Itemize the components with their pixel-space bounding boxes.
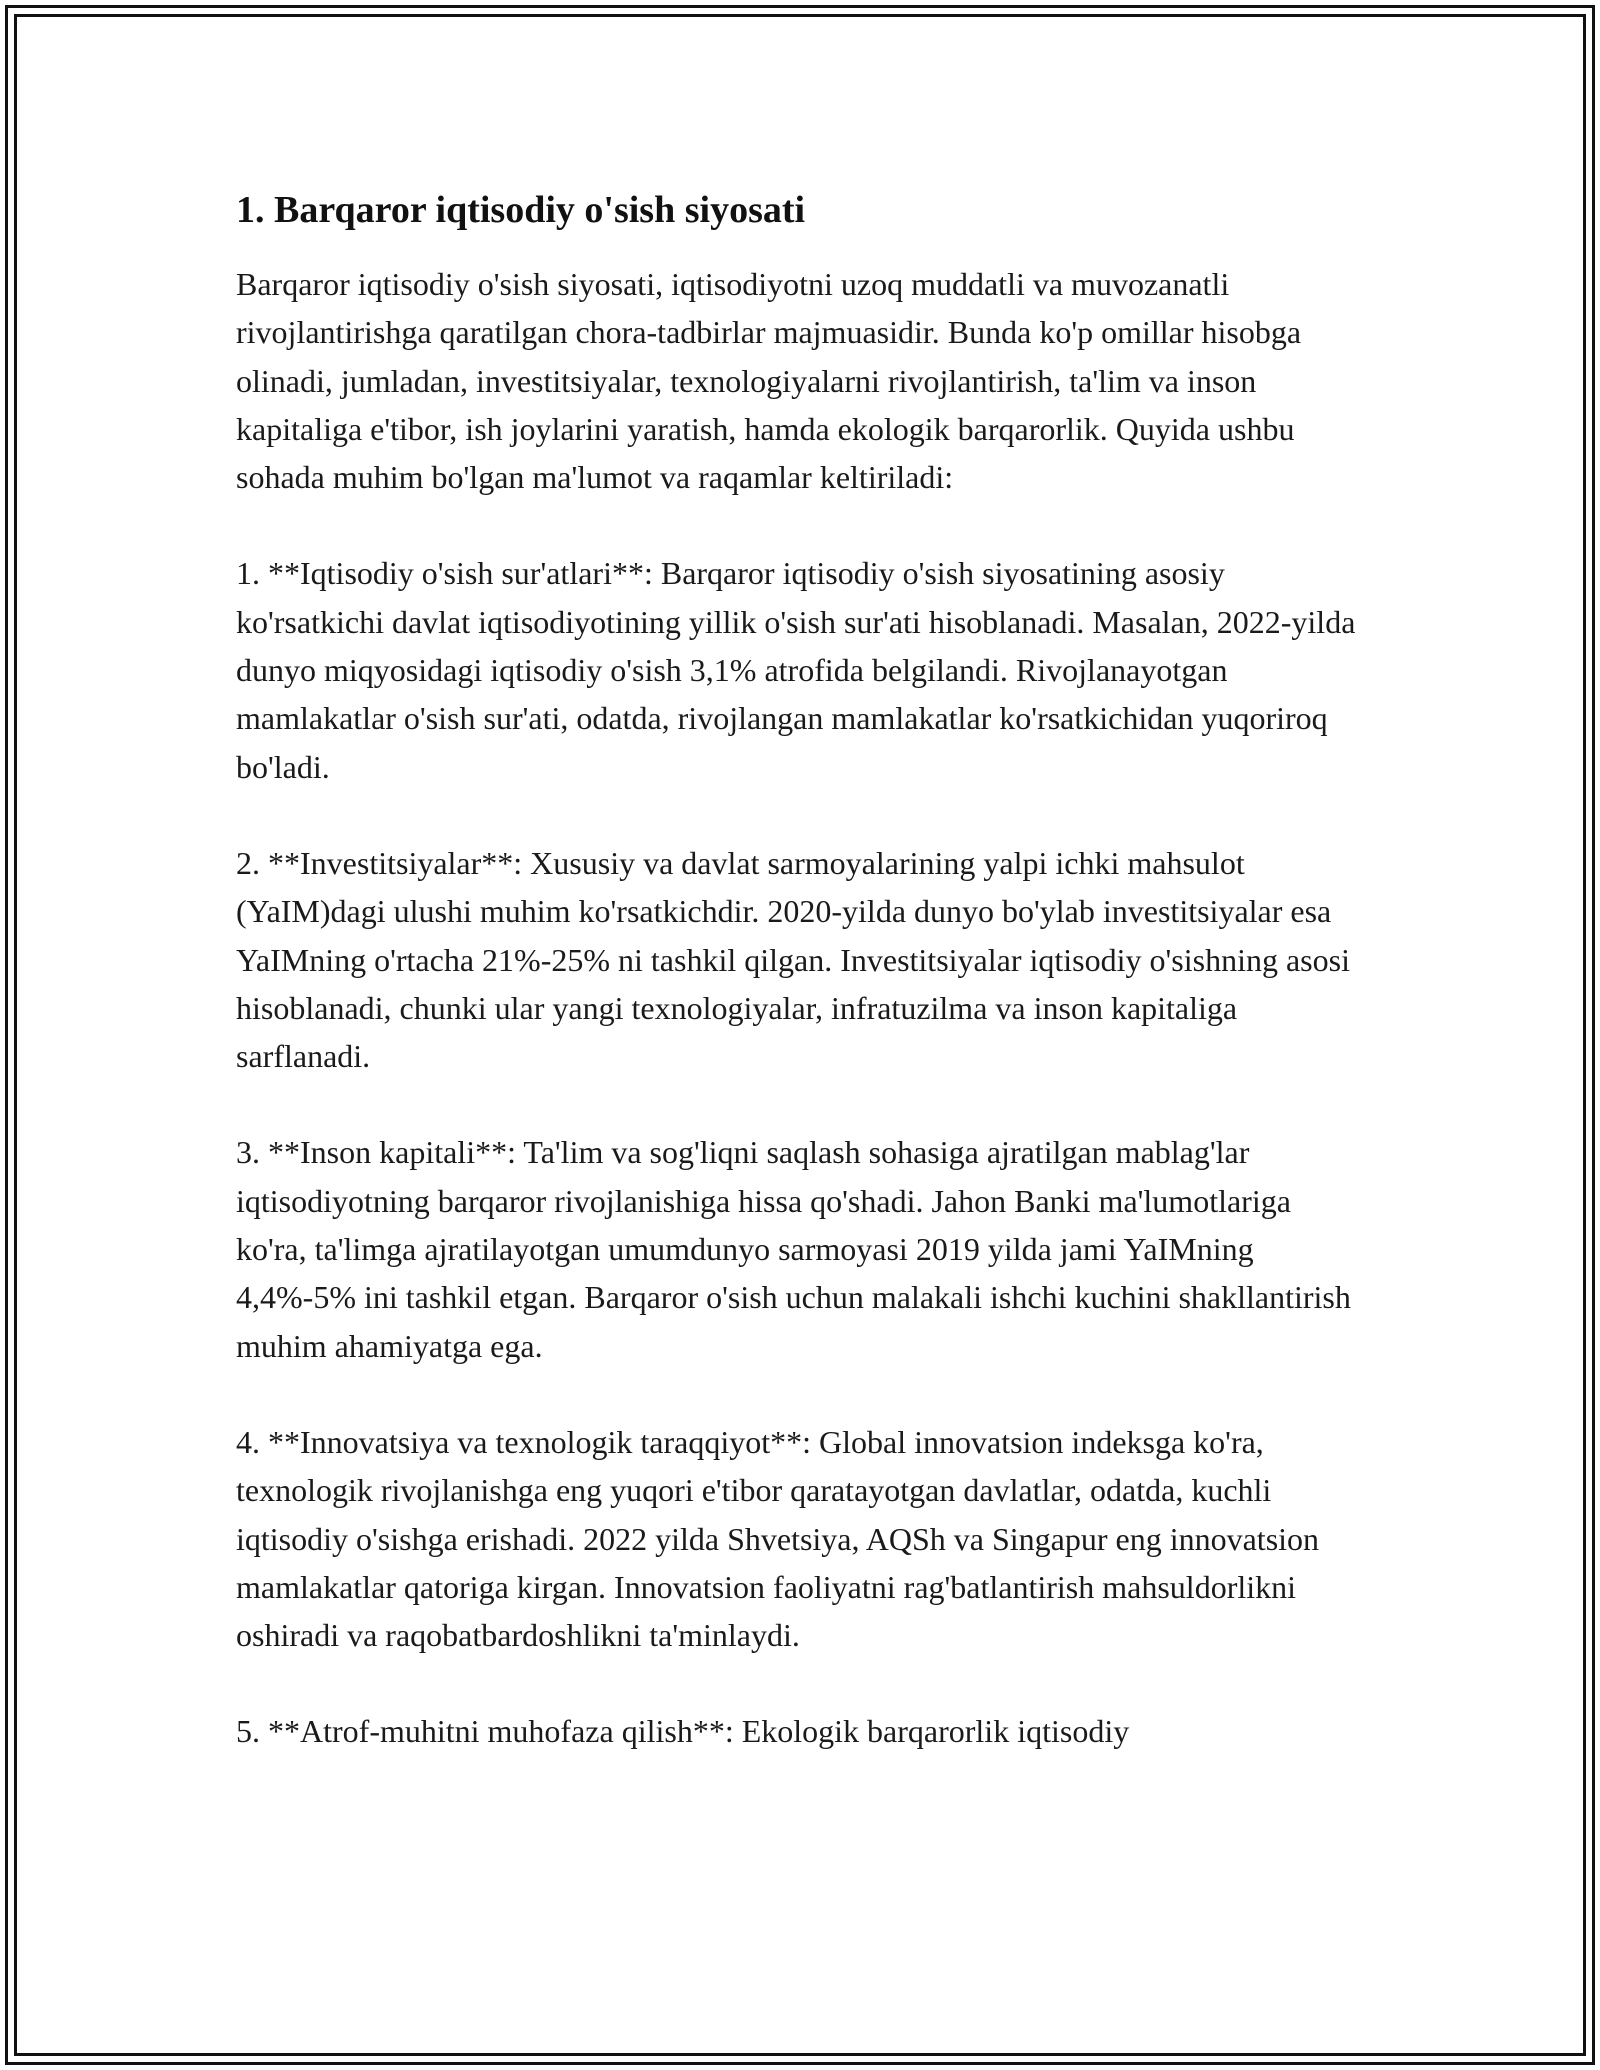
document-title: 1. Barqaror iqtisodiy o'sish siyosati <box>236 189 806 231</box>
paragraph-intro: Barqaror iqtisodiy o'sish siyosati, iqtisodiyotni uzoq muddatli va muvozanatli rivojlantirishga qaratilgan chora-tadbirlar majmuasidir. Bunda ko'p omillar hisobga olinadi, jumladan, investitsiyalar, texnologiyalarni rivojlantirish, ta'lim va inson kapitaliga e'tibor, ish joylarini yaratish, hamda ekologik barqarorlik. Quyida ushbu sohada muhim bo'lgan ma'lumot va raqamlar keltiriladi: <box>236 266 1302 496</box>
paragraph-environment: 5. **Atrof-muhitni muhofaza qilish**: Ekologik barqarorlik iqtisodiy <box>236 1713 1130 1750</box>
paragraph-human-capital: 3. **Inson kapitali**: Ta'lim va sog'liqni saqlash sohasiga ajratilgan mablag'lar iqtisodiyotning barqaror rivojlanishiga hissa qo'shadi. Jahon Banki ma'lumotlariga ko'ra, ta'limga ajratilayotgan umumdunyo sarmoyasi 2019 yilda jami YaIMning 4,4%-5% ini tashkil etgan. Barqaror o'sish uchun malakali ishchi kuchini shakllantirish muhim ahamiyatga ega. <box>236 1134 1351 1364</box>
paragraph-growth-rates: 1. **Iqtisodiy o'sish sur'atlari**: Barqaror iqtisodiy o'sish siyosatining asosiy ko'rsatkichi davlat iqtisodiyotining yillik o'sish sur'ati hisoblanadi. Masalan, 2022-yilda dunyo miqyosidagi iqtisodiy o'sish 3,1% atrofida belgilandi. Rivojlanayotgan mamlakatlar o'sish sur'ati, odatda, rivojlangan mamlakatlar ko'rsatkichidan yuqoriroq bo'ladi. <box>236 555 1356 785</box>
paragraph-innovation: 4. **Innovatsiya va texnologik taraqqiyot**: Global innovatsion indeksga ko'ra, texnologik rivojlanishga eng yuqori e'tibor qaratayotgan davlatlar, odatda, kuchli iqtisodiy o'sishga erishadi. 2022 yilda Shvetsiya, AQSh va Singapur eng innovatsion mamlakatlar qatoriga kirgan. Innovatsion faoliyatni rag'batlantirish mahsuldorlikni oshiradi va raqobatbardoshlikni ta'minlaydi. <box>236 1423 1320 1654</box>
document-body <box>236 186 1366 1804</box>
paragraph-investments: 2. **Investitsiyalar**: Xususiy va davlat sarmoyalarining yalpi ichki mahsulot (YaIM)dagi ulushi muhim ko'rsatkichdir. 2020-yilda dunyo bo'ylab investitsiyalar esa YaIMning o'rtacha 21%-25% ni tashkil qilgan. Investitsiyalar iqtisodiy o'sishning asosi hisoblanadi, chunki ular yangi texnologiyalar, infratuzilma va inson kapitaliga sarflanadi. <box>236 844 1350 1075</box>
